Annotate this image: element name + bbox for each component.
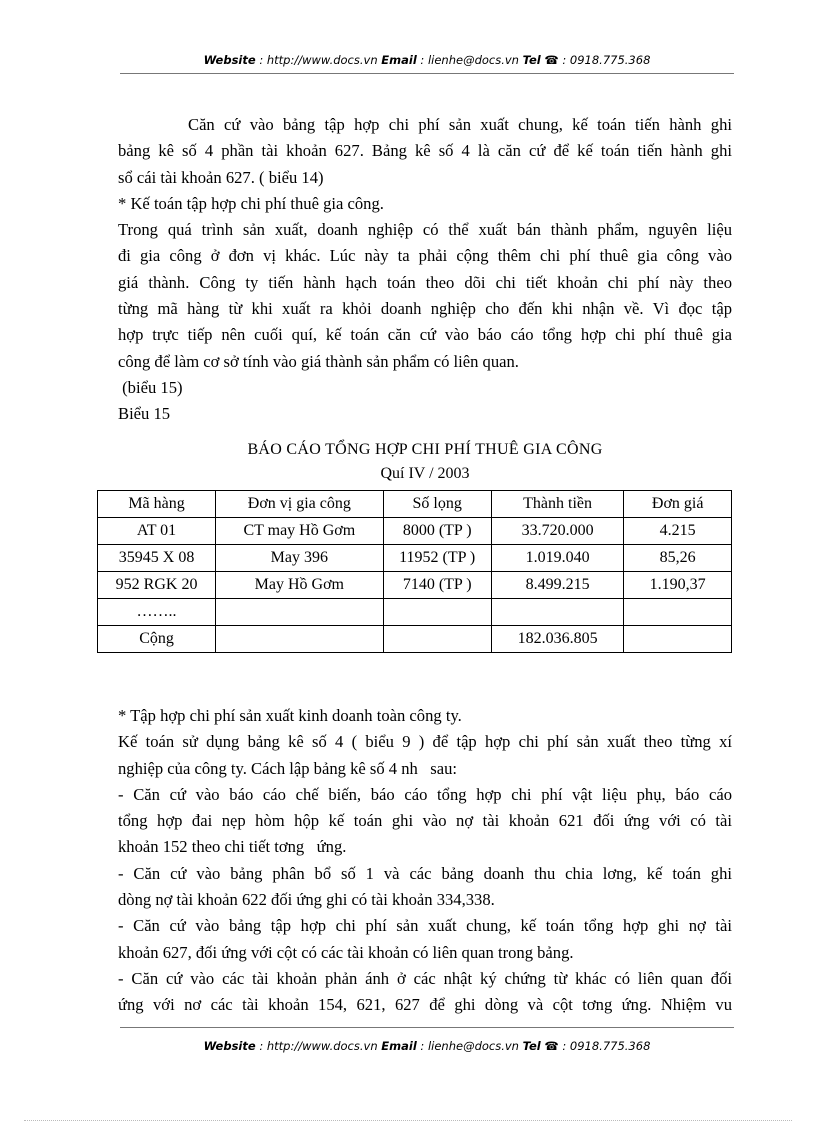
paragraph-line: công để làm cơ sở tính vào giá thành sản phẩm có liên quan. <box>118 351 519 371</box>
table-row <box>98 599 732 626</box>
table-cell: 85,26 <box>624 545 732 572</box>
table-cell: Cộng <box>98 626 216 653</box>
table-cell: CT may Hồ Gơm <box>216 518 383 545</box>
table-title: BÁO CÁO TỔNG HỢP CHI PHÍ THUÊ GIA CÔNG <box>247 441 603 458</box>
header-cell: Đơn vị gia công <box>216 491 383 518</box>
table-cell: 1.019.040 <box>491 545 624 572</box>
header-tel-value: : 0918.775.368 <box>558 53 651 67</box>
table-cell <box>383 626 491 653</box>
header-website-label: Website <box>203 53 256 67</box>
table-cell <box>216 626 383 653</box>
table-cell <box>491 599 624 626</box>
paragraph-line: khoản 152 theo chi tiết tơng ứng. <box>118 837 347 857</box>
footer-email-label: Email <box>381 1039 417 1053</box>
header-email-value: : lienhe@docs.vn <box>416 53 523 67</box>
footer-email-value: : lienhe@docs.vn <box>416 1039 523 1053</box>
table-cell: 8.499.215 <box>491 572 624 599</box>
page-edge-dotted-line <box>24 1120 792 1121</box>
paragraph-line: (biểu 15) <box>118 377 183 397</box>
table-cell: …….. <box>98 599 216 626</box>
footer-website-label: Website <box>203 1039 256 1053</box>
paragraph-line: đi gia công ở đơn vị khác. Lúc này ta phải cộng thêm chi phí thuê gia công vào <box>118 246 732 266</box>
paragraph-line: Căn cứ vào bảng tập hợp chi phí sản xuất chung, kế toán tiến hành ghi <box>188 115 732 134</box>
table-cell: 182.036.805 <box>491 626 624 653</box>
table-cell: 33.720.000 <box>491 518 624 545</box>
paragraph-line: sổ cái tài khoản 627. ( biểu 14) <box>118 167 324 187</box>
header-tel-label: Tel <box>522 53 541 67</box>
paragraph-line: - Căn cứ vào bảng tập hợp chi phí sản xuất chung, kế toán tổng hợp ghi nợ tài <box>118 916 732 936</box>
table-cell: AT 01 <box>98 518 216 545</box>
phone-icon: ☎ <box>544 1039 559 1053</box>
paragraph-line: Biểu 15 <box>118 404 171 424</box>
table-subtitle: Quí IV / 2003 <box>380 465 470 482</box>
paragraph-line: bảng kê số 4 phần tài khoản 627. Bảng kê số 4 là căn cứ để kế toán tiến hành ghi <box>118 141 732 161</box>
paragraph-line: hợp trực tiếp nên cuối quí, kế toán căn cứ vào báo cáo tổng hợp chi phí thuê gia <box>118 325 732 345</box>
footer-website-value: : http://www.docs.vn <box>255 1039 382 1053</box>
footer-tel-label: Tel <box>522 1039 541 1053</box>
header-cell: Đơn giá <box>624 491 732 518</box>
paragraph-line: - Căn cứ vào báo cáo chế biến, báo cáo tổng hợp chi phí vật liệu phụ, báo cáo <box>118 784 732 804</box>
header-cell: Mã hàng <box>98 491 216 518</box>
paragraph-line: * Tập hợp chi phí sản xuất kinh doanh toàn công ty. <box>118 706 462 725</box>
table-header-row <box>98 491 732 518</box>
body-text-bottom <box>118 703 732 1019</box>
paragraph-line: Trong quá trình sản xuất, doanh nghiệp có thể xuất bán thành phẩm, nguyên liệu <box>118 220 732 240</box>
paragraph-line: từng mã hàng từ khi xuất ra khỏi doanh nghiệp cho đến khi nhận về. Vì đọc tập <box>118 299 732 319</box>
paragraph-line: dòng nợ tài khoản 622 đối ứng ghi có tài khoản 334,338. <box>118 890 495 910</box>
paragraph-line: nghiệp của công ty. Cách lập bảng kê số 4 nh sau: <box>118 758 458 778</box>
paragraph-line: ứng với nơ các tài khoản 154, 621, 627 để ghi dòng và cột tơng ứng. Nhiệm vu <box>118 995 732 1015</box>
table-total-row <box>98 626 732 653</box>
table-cell <box>383 599 491 626</box>
table-cell: May 396 <box>216 545 383 572</box>
header-divider <box>120 73 734 74</box>
paragraph-line: khoản 627, đối ứng với cột có các tài khoản có liên quan trong bảng. <box>118 942 574 962</box>
table-cell: 4.215 <box>624 518 732 545</box>
cost-report-table <box>97 490 732 653</box>
table-cell <box>624 599 732 626</box>
paragraph-line: Kế toán sử dụng bảng kê số 4 ( biểu 9 ) để tập hợp chi phí sản xuất theo từng xí <box>118 732 732 752</box>
table-cell: 11952 (TP ) <box>383 545 491 572</box>
header-cell: Thành tiền <box>491 491 624 518</box>
table-cell: 1.190,37 <box>624 572 732 599</box>
page-header <box>120 53 734 67</box>
table-cell <box>216 599 383 626</box>
paragraph-line: * Kế toán tập hợp chi phí thuê gia công. <box>118 193 384 213</box>
body-text-top <box>118 112 732 428</box>
table-cell <box>624 626 732 653</box>
table-row <box>98 572 732 599</box>
table-row <box>98 518 732 545</box>
page-footer <box>120 1039 734 1053</box>
paragraph-line: giá thành. Công ty tiến hành hạch toán theo dõi chi tiết khoản chi phí này theo <box>118 272 732 292</box>
paragraph-line: - Căn cứ vào các tài khoản phản ánh ở các nhật ký chứng từ khác có liên quan đối <box>118 968 732 988</box>
table-cell: 952 RGK 20 <box>98 572 216 599</box>
paragraph-line: tổng hợp đai nẹp hòm hộp kế toán ghi vào nợ tài khoản 621 đối ứng với có tài <box>118 811 732 831</box>
table-cell: 35945 X 08 <box>98 545 216 572</box>
table-cell: May Hồ Gơm <box>216 572 383 599</box>
footer-tel-value: : 0918.775.368 <box>558 1039 651 1053</box>
phone-icon: ☎ <box>544 53 559 67</box>
header-cell: Số lọng <box>383 491 491 518</box>
table-cell: 7140 (TP ) <box>383 572 491 599</box>
table-cell: 8000 (TP ) <box>383 518 491 545</box>
header-email-label: Email <box>381 53 417 67</box>
footer-divider <box>120 1027 734 1028</box>
table-row <box>98 545 732 572</box>
header-website-value: : http://www.docs.vn <box>255 53 382 67</box>
paragraph-line: - Căn cứ vào bảng phân bổ số 1 và các bảng doanh thu chia lơng, kế toán ghi <box>118 863 732 883</box>
